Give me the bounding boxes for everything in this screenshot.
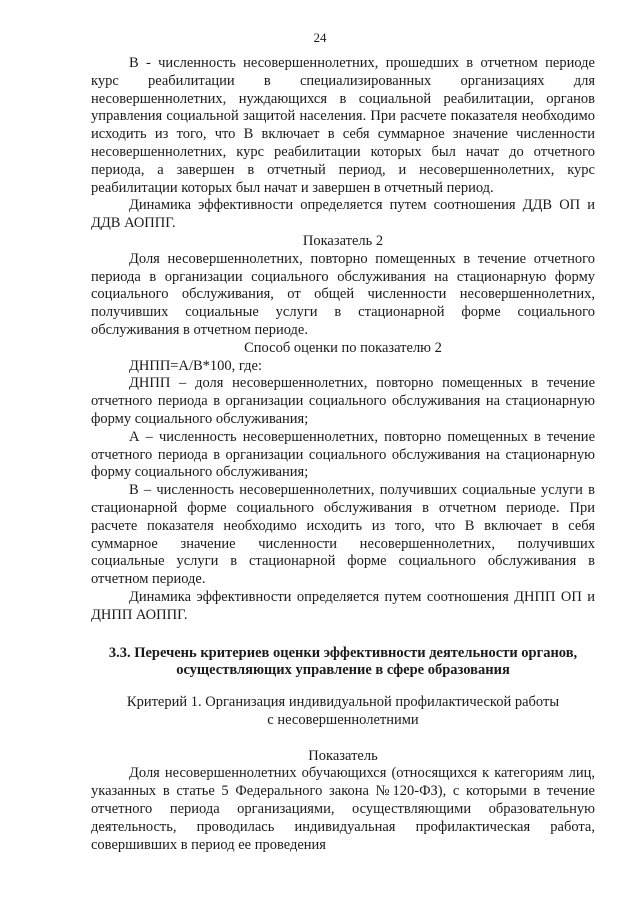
paragraph-dynamics-dnpp: Динамика эффективности определяется путем соотношения ДНПП ОП и ДНПП АОППГ. bbox=[91, 588, 595, 623]
paragraph-indicator-2-description: Доля несовершеннолетних, повторно помещенных в течение отчетного периода в организации социального обслуживания на стационарную форму социального обслуживания, от общей численности несовершеннолетних, получивших социальные услуги в стационарной форме социального обслуживания в отчетном периоде. bbox=[91, 250, 595, 338]
paragraph-b2-definition: В – численность несовершеннолетних, получивших социальные услуги в стационарной форме социального обслуживания в отчетном периоде. При расчете показателя необходимо исходить из того, что В включает в себя суммарное значение численности несовершеннолетних, получивших социальные услуги в стационарной форме социального обслуживания в отчетном периоде. bbox=[91, 482, 595, 588]
paragraph-a-definition: А – численность несовершеннолетних, повторно помещенных в течение отчетного периода в организации социального обслуживания на стационарную форму социального обслуживания; bbox=[91, 428, 595, 481]
criterion-title bbox=[91, 694, 595, 730]
section-heading-line-2: осуществляющих управление в сфере образования bbox=[176, 662, 510, 679]
page-number: 24 bbox=[313, 30, 327, 45]
paragraph-b-definition: В - численность несовершеннолетних, прошедших в отчетном периоде курс реабилитации в специализированных организациях для несовершеннолетних, нуждающихся в социальной реабилитации, органов управления социальной защитой населения. При расчете показателя необходимо исходить из того, что В включает в себя суммарное значение численности несовершеннолетних, курс реабилитации которых был начат до отчетного периода, а завершен в отчетный период, и несовершеннолетних, курс реабилитации которых был начат и завершен в отчетный период. bbox=[91, 55, 595, 196]
section-heading-line-1: 3.3. Перечень критериев оценки эффективности деятельности органов, bbox=[108, 644, 578, 661]
formula: ДНПП=А/В*100, где: bbox=[129, 357, 262, 374]
paragraph-indicator-description: Доля несовершеннолетних обучающихся (относящихся к категориям лиц, указанных в статье 5 Федерального закона №120-ФЗ), с которыми в течение отчетного периода организациями, осуществляющими образовательную деятельность, проводилась индивидуальная профилактическая работа, совершивших в период ее проведения bbox=[91, 765, 595, 853]
indicator-2-title: Показатель 2 bbox=[302, 232, 384, 249]
document-body bbox=[91, 55, 595, 854]
indicator-title: Показатель bbox=[308, 747, 378, 764]
method-title: Способ оценки по показателю 2 bbox=[244, 339, 442, 356]
paragraph-dynamics-ddv: Динамика эффективности определяется путем соотношения ДДВ ОП и ДДВ АОППГ. bbox=[91, 197, 595, 232]
criterion-title-line-2: с несовершеннолетними bbox=[267, 711, 419, 728]
criterion-title-line-1: Критерий 1. Организация индивидуальной профилактической работы bbox=[126, 694, 560, 711]
section-heading bbox=[91, 645, 595, 681]
paragraph-dnpp-definition: ДНПП – доля несовершеннолетних, повторно помещенных в течение отчетного периода в организации социального обслуживания на стационарную форму социального обслуживания; bbox=[91, 375, 595, 427]
